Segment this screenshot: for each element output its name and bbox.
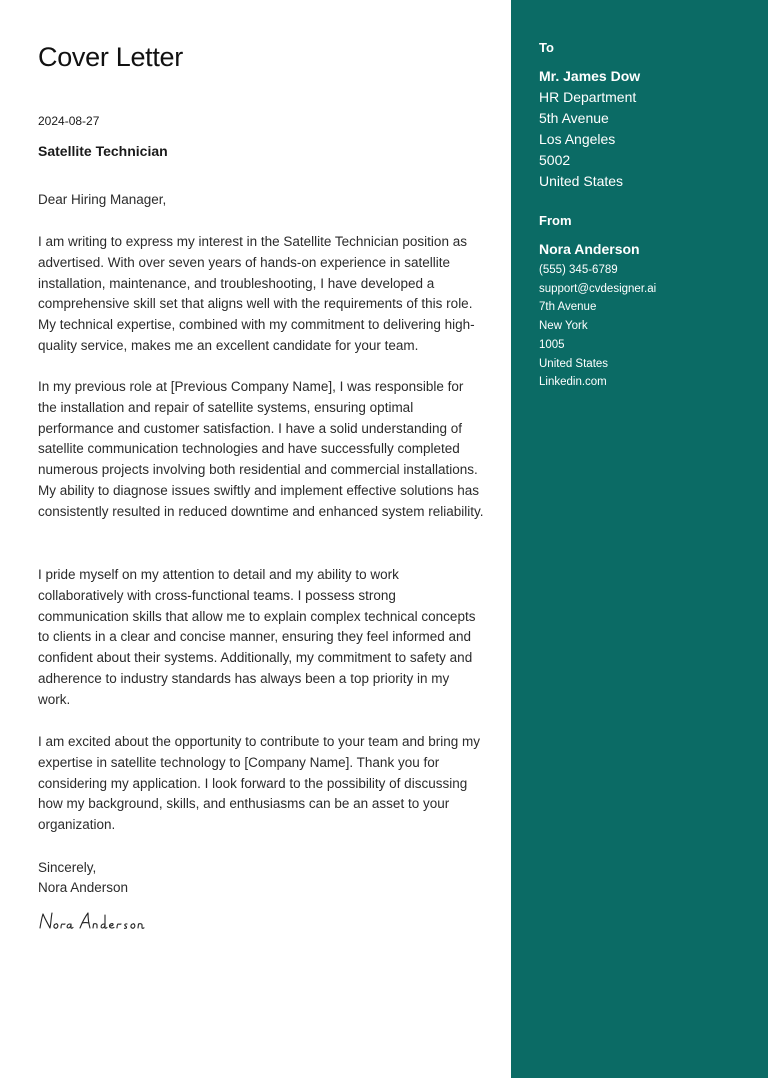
sender-email: support@cvdesigner.ai [539, 282, 657, 295]
recipient-country: United States [539, 173, 624, 189]
paragraph-closing: I am excited about the opportunity to contribute to your team and bring my expertise in satellite technology to [Company Name]. Thank you for considering my application. I look forward to the possibility of discussing how my background, skills, and enthusiasms can be an asset to your organization. [38, 734, 480, 833]
recipient-city: Los Angeles [539, 131, 616, 147]
sender-heading: From [539, 213, 572, 228]
recipient-address [539, 87, 636, 192]
greeting: Dear Hiring Manager, [38, 192, 167, 207]
sender-name: Nora Anderson [539, 241, 640, 257]
paragraph-skills: I pride myself on my attention to detail and my ability to work collaboratively with cross-functional teams. I possess strong communication skills that allow me to explain complex technical concepts to clients in a clear and concise manner, ensuring they feel informed and confident about their systems. Additionally, my commitment to safety and adherence to industry standards has always been a top priority in my work. [38, 567, 476, 707]
handwritten-signature [38, 906, 168, 938]
sender-website: Linkedin.com [539, 376, 607, 389]
sender-contact [539, 261, 656, 392]
closing-block [38, 858, 128, 898]
paragraph-experience: In my previous role at [Previous Company Name], I was responsible for the installation and repair of satellite systems, ensuring optimal performance and customer satisfaction. I have a solid understanding of satellite communication technologies and have successfully completed numerous projects involving both residential and commercial installations. My ability to diagnose issues swiftly and implement effective solutions has consistently resulted in reduced downtime and enhanced system reliability. [38, 379, 484, 519]
sender-city: New York [539, 320, 588, 333]
paragraph-intro: I am writing to express my interest in the Satellite Technician position as advertised. With over seven years of hands-on experience in satellite installation, maintenance, and troubleshooting, I have developed a comprehensive skill set that aligns well with the requirements of this role. My technical expertise, combined with my commitment to delivering high-quality service, makes me an excellent candidate for your team. [38, 234, 475, 353]
job-title: Satellite Technician [38, 143, 168, 159]
sender-zip: 1005 [539, 338, 565, 351]
closing-salutation: Sincerely, [38, 860, 97, 875]
recipient-name: Mr. James Dow [539, 68, 641, 84]
recipient-street: 5th Avenue [539, 110, 609, 126]
recipient-department: HR Department [539, 89, 637, 105]
sender-street: 7th Avenue [539, 301, 597, 314]
sender-phone: (555) 345-6789 [539, 264, 618, 276]
recipient-heading: To [539, 40, 554, 55]
recipient-zip: 5002 [539, 152, 571, 168]
contact-sidebar [511, 0, 768, 1078]
page-title: Cover Letter [38, 42, 183, 72]
sender-country: United States [539, 357, 609, 370]
closing-name: Nora Anderson [38, 880, 129, 895]
letter-date: 2024-08-27 [38, 114, 100, 128]
